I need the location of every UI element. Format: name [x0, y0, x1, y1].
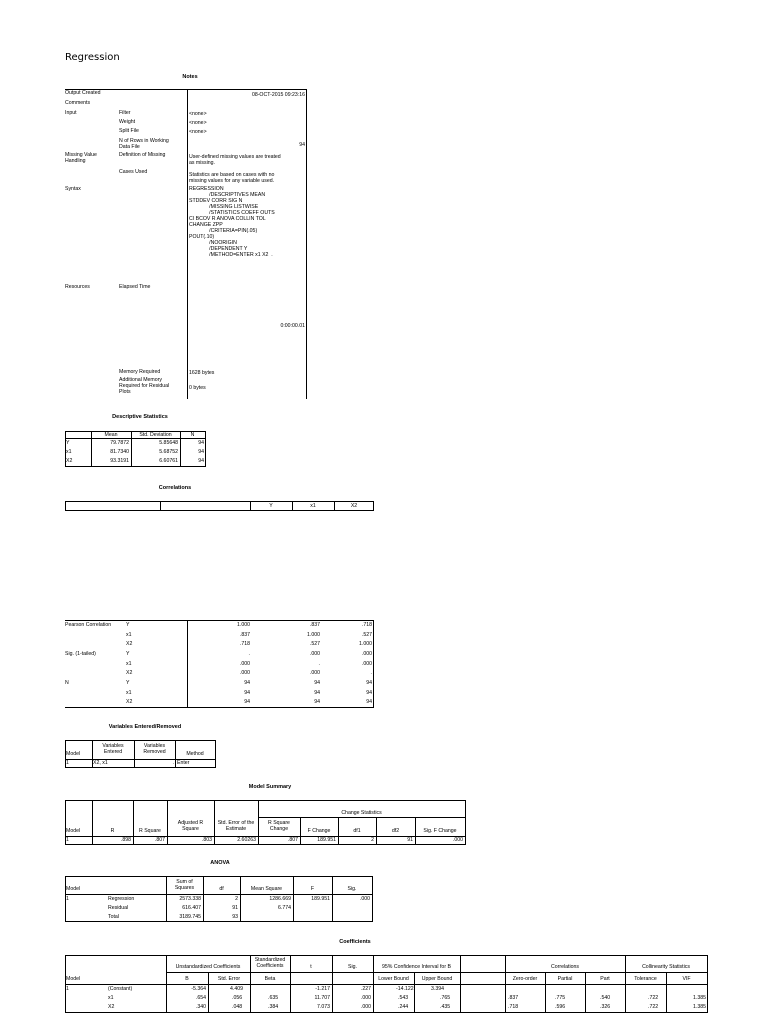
ms-header: Std. Error of the Estimate — [217, 820, 255, 832]
table-cell: .048 — [232, 1004, 243, 1010]
table-cell: 2.60263 — [237, 837, 256, 843]
table-cell: . — [318, 661, 320, 667]
table-cell: .837 — [309, 622, 320, 628]
corr-header-x2: X2 — [350, 503, 358, 509]
coef-header: Upper Bound — [421, 976, 453, 982]
table-cell: 94 — [314, 699, 320, 705]
desc-header-n: N — [190, 432, 195, 438]
table-cell: .543 — [398, 995, 409, 1001]
table-cell: -14.122 — [396, 986, 414, 992]
notes-syntax-value: REGRESSION /DESCRIPTIVES MEAN STDDEV CORR SIG N /MISSING LISTWISE /STATISTICS COEFF OUTS CI BCOV R ANOVA COLLIN TOL CHANGE ZPP /CRITERIA=PIN(.05) POUT(.10) /NOORIGIN /DEPENDENT Y /METHOD=ENTER x1 X2 . — [189, 186, 275, 258]
corr-var: x1 — [126, 632, 132, 638]
ms-header: Model — [66, 828, 81, 834]
anova-header: df — [219, 886, 224, 892]
notes-comments-label: Comments — [65, 100, 91, 106]
table-cell: 94 — [244, 680, 250, 686]
table-cell: 1.385 — [693, 995, 706, 1001]
notes-memory-value: 1628 bytes — [189, 370, 215, 376]
table-cell: 94 — [314, 680, 320, 686]
corr-group-pearson: Pearson Correlation — [65, 622, 112, 628]
corr-var: X2 — [126, 670, 133, 676]
table-cell: 94 — [198, 440, 204, 446]
notes-weight-label: Weight — [119, 119, 136, 125]
corr-var: x1 — [126, 690, 132, 696]
table-cell: X2, x1 — [93, 760, 108, 766]
corr-var: X2 — [126, 641, 133, 647]
corr-header-y: Y — [269, 503, 273, 509]
coef-header: Lower Bound — [378, 976, 409, 982]
table-cell: .527 — [361, 632, 372, 638]
table-cell: 93.3191 — [110, 458, 129, 464]
table-cell: .807 — [154, 837, 165, 843]
coef-header: Std. Error — [217, 976, 241, 982]
table-cell: .722 — [648, 1004, 659, 1010]
notes-addmem-label: Additional Memory Required for Residual Plots — [119, 377, 170, 395]
notes-missing-label: Missing Value Handling — [65, 152, 97, 164]
table-cell: 1 — [66, 837, 69, 843]
coef-group-header: 95% Confidence Interval for B — [382, 964, 451, 970]
table-cell: 91 — [407, 837, 413, 843]
table-cell: 7.073 — [317, 1004, 330, 1010]
table-cell: .718 — [361, 622, 372, 628]
corr-var: Y — [126, 680, 130, 686]
table-cell: .000 — [361, 661, 372, 667]
ve-header-entered: Variables Entered — [102, 743, 124, 755]
table-cell: (Constant) — [108, 986, 133, 992]
table-cell: 81.7340 — [110, 449, 129, 455]
table-cell: . — [248, 651, 250, 657]
table-cell: Enter — [177, 760, 190, 766]
coefficients-title: Coefficients — [339, 939, 371, 945]
table-cell: 4.409 — [230, 986, 243, 992]
corr-group-sig: Sig. (1-tailed) — [65, 651, 96, 657]
table-cell: 6.774 — [278, 905, 291, 911]
ms-header: df2 — [391, 828, 400, 834]
notes-cases-used-label: Cases Used — [119, 169, 148, 175]
notes-addmem-value: 0 bytes — [189, 385, 206, 391]
table-cell: 2 — [235, 896, 238, 902]
table-row: X2 — [66, 458, 73, 464]
desc-header-sd: Std. Deviation — [139, 432, 172, 438]
table-cell: 94 — [198, 458, 204, 464]
ms-header: R Square — [139, 828, 161, 834]
table-cell: 94 — [198, 449, 204, 455]
corr-var: Y — [126, 622, 130, 628]
notes-filter-value: <none> — [189, 111, 207, 117]
ms-header: Adjusted R Square — [177, 820, 204, 832]
notes-def-missing-value: User-defined missing values are treated as missing. — [189, 154, 281, 166]
notes-elapsed-label: Elapsed Time — [119, 284, 151, 290]
coef-header: Zero-order — [512, 976, 538, 982]
table-cell: 6.60761 — [159, 458, 178, 464]
table-cell: .000 — [360, 995, 371, 1001]
table-cell: .540 — [600, 995, 611, 1001]
notes-weight-value: <none> — [189, 120, 207, 126]
anova-header: Sig. — [347, 886, 357, 892]
table-cell: Residual — [108, 905, 129, 911]
table-cell: .635 — [268, 995, 279, 1001]
table-cell: .000 — [239, 661, 250, 667]
table-cell: .527 — [309, 641, 320, 647]
table-cell: 94 — [244, 699, 250, 705]
coef-group-header: Correlations — [551, 964, 579, 970]
coef-group-header: Collinearity Statistics — [642, 964, 690, 970]
table-cell: 2 — [371, 837, 374, 843]
table-cell: .056 — [232, 995, 243, 1001]
table-cell: 2573.338 — [179, 896, 201, 902]
notes-syntax-label: Syntax — [65, 186, 81, 192]
coef-header: Beta — [264, 976, 276, 982]
table-cell: .000 — [361, 651, 372, 657]
ve-header-model: Model — [66, 751, 81, 757]
table-cell: 79.7872 — [110, 440, 129, 446]
table-cell: .326 — [600, 1004, 611, 1010]
corr-var: X2 — [126, 699, 133, 705]
table-cell: .596 — [555, 1004, 566, 1010]
table-cell: .000 — [309, 651, 320, 657]
corr-var: Y — [126, 651, 130, 657]
table-cell: 94 — [366, 690, 372, 696]
table-cell: .000 — [360, 1004, 371, 1010]
table-cell: 3.394 — [431, 986, 444, 992]
table-cell: .775 — [555, 995, 566, 1001]
table-cell: 1.000 — [237, 622, 250, 628]
table-row: x1 — [66, 449, 72, 455]
table-cell: 3189.745 — [179, 914, 201, 920]
coef-group-header: Unstandardized Coefficients — [175, 964, 241, 970]
notes-input-label: Input — [65, 110, 77, 116]
table-cell: Regression — [108, 896, 135, 902]
table-cell: .000 — [359, 896, 370, 902]
table-cell: 616.407 — [182, 905, 201, 911]
table-cell: .000 — [309, 670, 320, 676]
table-cell: .654 — [195, 995, 206, 1001]
table-cell: .340 — [195, 1004, 206, 1010]
table-cell: 189.951 — [311, 896, 330, 902]
ms-header: df1 — [353, 828, 361, 834]
coef-header: VIF — [682, 976, 691, 982]
table-cell: .722 — [648, 995, 659, 1001]
notes-filter-label: Filter — [119, 110, 131, 116]
coef-header: Model — [66, 976, 81, 982]
notes-split-label: Split File — [119, 128, 139, 134]
table-cell: 91 — [232, 905, 238, 911]
table-cell: 94 — [314, 690, 320, 696]
table-cell: 1.000 — [307, 632, 320, 638]
coef-group-header: Sig. — [348, 964, 357, 970]
table-cell: .718 — [239, 641, 250, 647]
table-cell: 94 — [366, 680, 372, 686]
corr-var: x1 — [126, 661, 132, 667]
anova-header: Model — [66, 886, 81, 892]
table-cell: .244 — [398, 1004, 409, 1010]
ms-header: F Change — [307, 828, 331, 834]
table-cell: 1 — [66, 760, 69, 766]
anova-header: Sum of Squares — [174, 879, 195, 891]
table-cell: .718 — [508, 1004, 519, 1010]
corr-group-n: N — [65, 680, 69, 686]
table-cell: .898 — [120, 837, 131, 843]
table-cell: .435 — [440, 1004, 451, 1010]
ms-header: R Square Change — [268, 820, 290, 832]
table-cell: 94 — [244, 690, 250, 696]
ve-header-method: Method — [186, 751, 204, 757]
ve-header-removed: Variables Removed — [143, 743, 166, 755]
notes-memory-label: Memory Required — [119, 369, 161, 375]
anova-header: F — [310, 886, 315, 892]
table-cell: .807 — [287, 837, 298, 843]
table-cell: .837 — [239, 632, 250, 638]
table-cell: 1.000 — [359, 641, 372, 647]
table-cell: 189.951 — [317, 837, 336, 843]
table-cell: x1 — [108, 995, 114, 1001]
notes-resources-label: Resources — [65, 284, 90, 290]
notes-output-created-label: Output Created — [65, 90, 101, 96]
notes-nrows-value: 94 — [299, 142, 305, 148]
coef-group-header: Standardized Coefficients — [254, 957, 286, 969]
desc-header-mean: Mean — [104, 432, 118, 438]
table-row: Y — [66, 440, 70, 446]
table-cell: -5.364 — [191, 986, 206, 992]
table-cell: .765 — [440, 995, 451, 1001]
coef-group-header: t — [310, 964, 312, 970]
anova-header: Mean Square — [250, 886, 283, 892]
table-cell: 1286.669 — [269, 896, 291, 902]
ms-change-header: Change Statistics — [341, 810, 382, 816]
notes-cases-used-value: Statistics are based on cases with no missing values for any variable used. — [189, 172, 275, 184]
table-cell: Total — [108, 914, 119, 920]
table-cell: 1 — [66, 896, 69, 902]
notes-output-created-value: 08-OCT-2015 09:23:16 — [251, 92, 305, 98]
table-cell: 5.68752 — [159, 449, 178, 455]
coef-header: B — [185, 976, 189, 982]
model-summary-title: Model Summary — [248, 784, 292, 790]
notes-elapsed-value: 0:00:00.01 — [280, 323, 305, 329]
coef-header: Part — [600, 976, 610, 982]
table-cell: .227 — [360, 986, 371, 992]
corr-header-x1: x1 — [310, 503, 316, 509]
ms-header: R — [110, 828, 115, 834]
notes-split-value: <none> — [189, 129, 207, 135]
variables-entered-title: Variables Entered/Removed — [108, 724, 182, 730]
table-cell: .837 — [508, 995, 519, 1001]
table-cell: -1.217 — [315, 986, 330, 992]
table-cell: 5.85648 — [159, 440, 178, 446]
correlations-title: Correlations — [158, 485, 192, 491]
notes-def-missing-label: Definition of Missing — [119, 152, 166, 158]
table-cell: .000 — [239, 670, 250, 676]
coef-header: Partial — [557, 976, 573, 982]
ms-header: Sig. F Change — [423, 828, 457, 834]
table-cell: 1 — [66, 986, 69, 992]
table-cell: . — [172, 760, 174, 766]
table-cell: 1.385 — [693, 1004, 706, 1010]
anova-title: ANOVA — [210, 860, 230, 866]
table-cell: . — [370, 670, 372, 676]
page-title: Regression — [65, 52, 120, 63]
coef-header: Tolerance — [634, 976, 657, 982]
descriptives-title: Descriptive Statistics — [112, 414, 168, 420]
table-cell: X2 — [108, 1004, 115, 1010]
notes-nrows-label: N of Rows in Working Data File — [119, 138, 169, 150]
table-cell: 11.707 — [314, 995, 330, 1001]
table-cell: 94 — [366, 699, 372, 705]
notes-title: Notes — [182, 74, 198, 80]
table-cell: .000 — [452, 837, 463, 843]
table-cell: 93 — [232, 914, 238, 920]
table-cell: .803 — [201, 837, 212, 843]
table-cell: .384 — [268, 1004, 279, 1010]
